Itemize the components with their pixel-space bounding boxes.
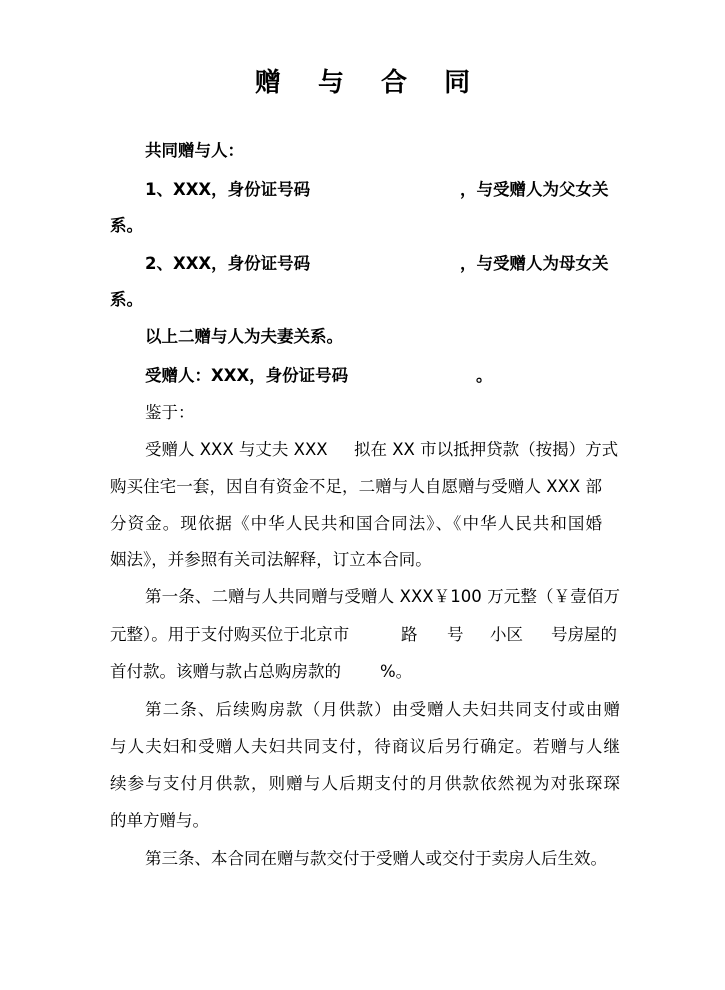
article1-line-2d: 小区 [490,625,523,644]
document-title: 赠 与 合 同 [254,68,485,98]
recital-line-3: 分资金。现依据《中华人民共和国合同法》、《中华人民共和国婚 [110,514,602,533]
article1-line-3b: %。 [380,662,413,681]
donor1-id-label: 1、XXX，身份证号码 [145,180,311,199]
donee-id-label: 受赠人：XXX，身份证号码 [145,366,349,385]
article1-line-1: 第一条、二赠与人共同赠与受赠人 XXX￥100 万元整（￥壹佰万 [145,587,620,606]
article3-line-1: 第三条、本合同在赠与款交付于受赠人或交付于卖房人后生效。 [145,849,607,868]
donors-relation: 以上二赠与人为夫妻关系。 [145,327,343,346]
donor1-relation-end: 系。 [110,216,143,235]
recital-line-1b: 拟在 XX 市以抵押贷款（按揭）方式 [354,440,619,459]
article2-line-4: 的单方赠与。 [110,811,209,830]
recital-line-1a: 受赠人 XXX 与丈夫 XXX [145,440,328,459]
article2-line-2: 与人夫妇和受赠人夫妇共同支付，待商议后另行确定。若赠与人继 [110,737,620,756]
article1-line-2c: 号 [447,625,464,644]
donor1-relation: ，与受赠人为父女关 [460,180,609,199]
article1-line-2a: 元整）。用于支付购买位于北京市 [110,625,350,644]
donors-header: 共同赠与人： [145,141,244,160]
article1-line-3a: 首付款。该赠与款占总购房款的 [110,662,341,681]
recital-line-4: 姻法》，并参照有关司法解释，订立本合同。 [110,550,432,569]
article2-line-3: 续参与支付月供款，则赠与人后期支付的月供款依然视为对张琛琛 [110,774,620,793]
donor2-relation-end: 系。 [110,290,143,309]
donee-line-end: 。 [476,366,493,385]
donor2-id-label: 2、XXX，身份证号码 [145,254,311,273]
recital-line-2: 购买住宅一套，因自有资金不足，二赠与人自愿赠与受赠人 XXX 部 [110,477,602,496]
article1-line-2b: 路 [401,625,418,644]
article1-line-2e: 号房屋的 [551,625,617,644]
recital-header: 鉴于： [145,403,195,422]
donor2-relation: ，与受赠人为母女关 [460,254,609,273]
donee-line [145,364,620,388]
article2-line-1: 第二条、后续购房款（月供款）由受赠人夫妇共同支付或由赠 [145,700,620,719]
